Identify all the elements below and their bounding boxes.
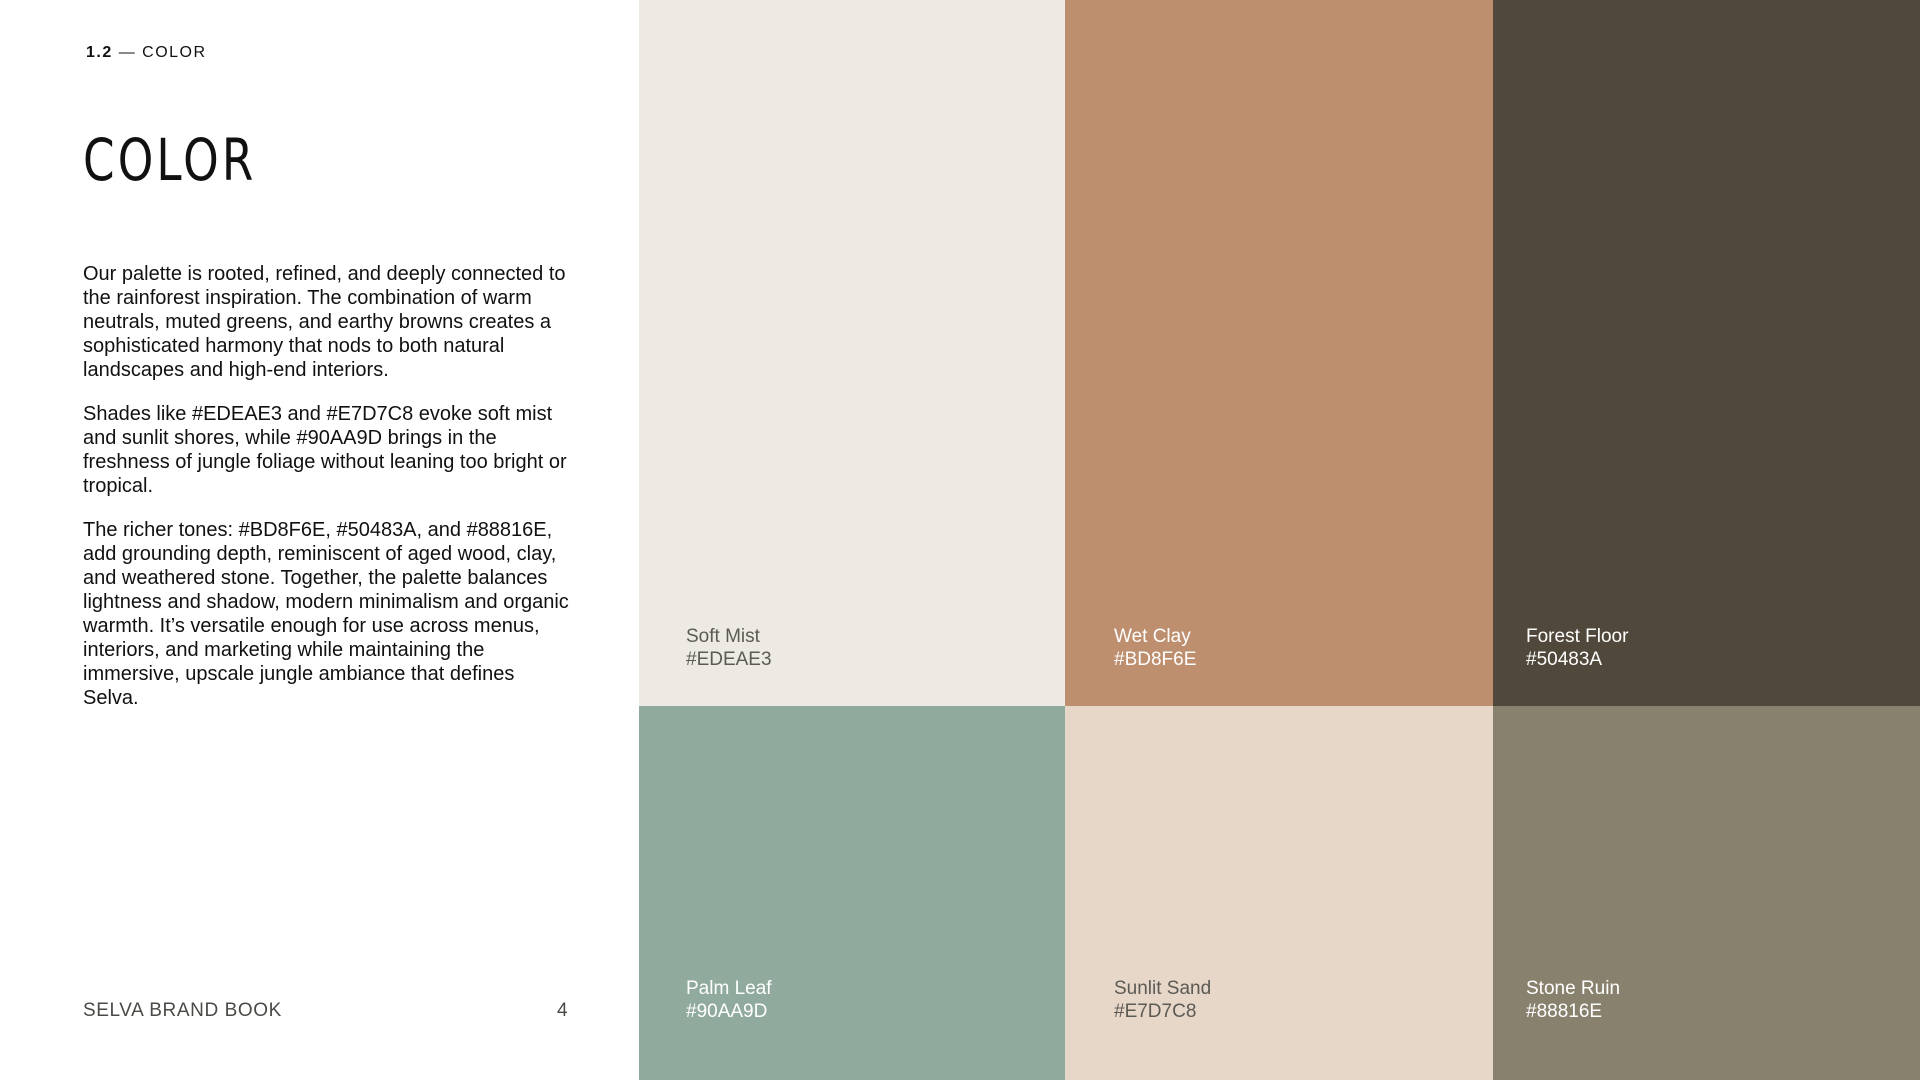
page-title: COLOR xyxy=(83,126,257,194)
section-label xyxy=(86,44,207,62)
swatch-soft-mist xyxy=(639,0,1065,706)
swatch-label xyxy=(1114,625,1196,671)
swatch-name: Forest Floor xyxy=(1526,626,1629,647)
swatch-name: Palm Leaf xyxy=(686,978,772,999)
swatch-hex: #50483A xyxy=(1526,649,1603,670)
text-panel xyxy=(0,0,639,1080)
body-paragraph: Shades like #EDEAE3 and #E7D7C8 evoke soft mist and sunlit shores, while #90AA9D brings in the freshness of jungle foliage without leaning too bright or tropical. xyxy=(83,403,567,497)
swatch-label xyxy=(1114,977,1211,1023)
swatch-wet-clay xyxy=(1065,0,1493,706)
section-separator: — xyxy=(118,44,137,61)
swatch-hex: #88816E xyxy=(1526,1001,1603,1022)
swatch-label xyxy=(1526,625,1628,671)
swatch-palm-leaf xyxy=(639,706,1065,1080)
swatch-label xyxy=(686,977,772,1023)
swatch-hex: #90AA9D xyxy=(686,1001,768,1022)
body-paragraph: Our palette is rooted, refined, and deeply connected to the rainforest inspiration. The combination of warm neutrals, muted greens, and earthy browns creates a sophisticated harmony that nods to both natural landscapes and high-end interiors. xyxy=(83,263,566,381)
swatch-name: Soft Mist xyxy=(686,626,760,647)
footer-brand: SELVA BRAND BOOK xyxy=(83,1000,282,1021)
color-swatch-grid xyxy=(639,0,1920,1080)
swatch-hex: #EDEAE3 xyxy=(686,649,772,670)
swatch-name: Stone Ruin xyxy=(1526,978,1621,999)
swatch-label xyxy=(686,625,772,671)
swatch-forest-floor xyxy=(1493,0,1920,706)
section-name: COLOR xyxy=(142,44,207,61)
page-number: 4 xyxy=(557,1000,568,1021)
body-copy xyxy=(83,262,573,730)
section-number: 1.2 xyxy=(86,44,113,61)
swatch-hex: #BD8F6E xyxy=(1114,649,1197,670)
swatch-sunlit-sand xyxy=(1065,706,1493,1080)
swatch-name: Sunlit Sand xyxy=(1114,978,1212,999)
swatch-hex: #E7D7C8 xyxy=(1114,1001,1197,1022)
body-paragraph: The richer tones: #BD8F6E, #50483A, and #88816E, add grounding depth, reminiscent of aged wood, clay, and weathered stone. Together, the palette balances lightness and shadow, modern minimalism and organic warmth. It’s versatile enough for use across menus, interiors, and marketing while maintaining the immersive, upscale jungle ambiance that defines Selva. xyxy=(83,519,569,709)
swatch-name: Wet Clay xyxy=(1114,626,1191,647)
swatch-label xyxy=(1526,977,1620,1023)
swatch-stone-ruin xyxy=(1493,706,1920,1080)
